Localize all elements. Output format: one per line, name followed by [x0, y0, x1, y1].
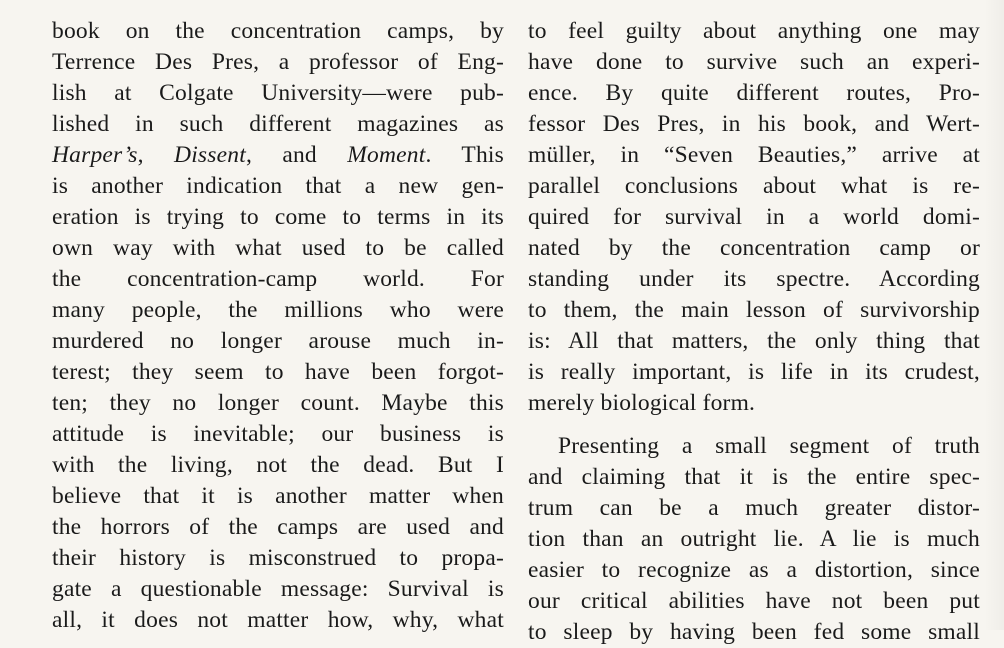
text-line — [52, 140, 504, 171]
text-segment: , and — [245, 142, 348, 168]
text-line: Terrence Des Pres, a professor of Eng- — [52, 49, 504, 75]
italic-title: Dissent — [174, 142, 246, 168]
text-segment: , — [137, 142, 175, 168]
text-line: gate a questionable message: Survival is — [52, 576, 504, 602]
text-line: and claiming that it is the entire spec- — [528, 464, 980, 490]
text-line: müller, in “Seven Beauties,” arrive at — [528, 142, 980, 168]
text-line: to them, the main lesson of survivorship — [528, 297, 980, 323]
text-line: lish at Colgate University—were pub- — [52, 80, 504, 106]
text-line: believe that it is another matter when — [52, 483, 504, 509]
text-line: own way with what used to be called — [52, 235, 504, 261]
text-line: merely biological form. — [528, 390, 756, 416]
text-line: ence. By quite different routes, Pro- — [528, 80, 980, 106]
text-line: eration is trying to come to terms in its — [52, 204, 504, 230]
text-line: is: All that matters, the only thing that — [528, 328, 980, 354]
text-line: ten; they no longer count. Maybe this — [52, 390, 504, 416]
text-line: standing under its spectre. According — [528, 266, 980, 292]
text-line: have done to survive such an experi- — [528, 49, 980, 75]
text-line: their history is misconstrued to propa- — [52, 545, 504, 571]
text-line: Presenting a small segment of truth — [558, 433, 980, 459]
text-line: to sleep by having been fed some small — [528, 619, 980, 645]
text-line: attitude is inevitable; our business is — [52, 421, 504, 447]
text-line: terest; they seem to have been forgot- — [52, 359, 504, 385]
text-line: the concentration-camp world. For — [52, 266, 504, 292]
text-line: with the living, not the dead. But I — [52, 452, 504, 478]
text-line: lished in such different magazines as — [52, 111, 504, 137]
text-line: quired for survival in a world domi- — [528, 204, 980, 230]
text-line: fessor Des Pres, in his book, and Wert- — [528, 111, 980, 137]
text-line: all, it does not matter how, why, what — [52, 607, 504, 633]
text-line: trum can be a much greater distor- — [528, 495, 980, 521]
text-line: many people, the millions who were — [52, 297, 504, 323]
text-line: parallel conclusions about what is re- — [528, 173, 980, 199]
text-line: murdered no longer arouse much in- — [52, 328, 504, 354]
italic-title: Moment — [347, 142, 426, 168]
right-text-column — [528, 16, 980, 648]
text-line: the horrors of the camps are used and — [52, 514, 504, 540]
text-line: to feel guilty about anything one may — [528, 18, 980, 44]
page-edge-shadow — [984, 0, 1004, 630]
text-segment: . This — [425, 142, 504, 168]
text-line: our critical abilities have not been put — [528, 588, 980, 614]
text-line: easier to recognize as a distortion, since — [528, 557, 980, 583]
text-line: nated by the concentration camp or — [528, 235, 980, 261]
text-line: tion than an outright lie. A lie is much — [528, 526, 980, 552]
text-line: book on the concentration camps, by — [52, 18, 504, 44]
text-line: is really important, is life in its crudest, — [528, 359, 980, 385]
italic-title: Harper’s — [52, 142, 138, 168]
paragraph-gap — [528, 419, 980, 431]
left-text-column — [52, 16, 504, 636]
text-line: is another indication that a new gen- — [52, 173, 504, 199]
